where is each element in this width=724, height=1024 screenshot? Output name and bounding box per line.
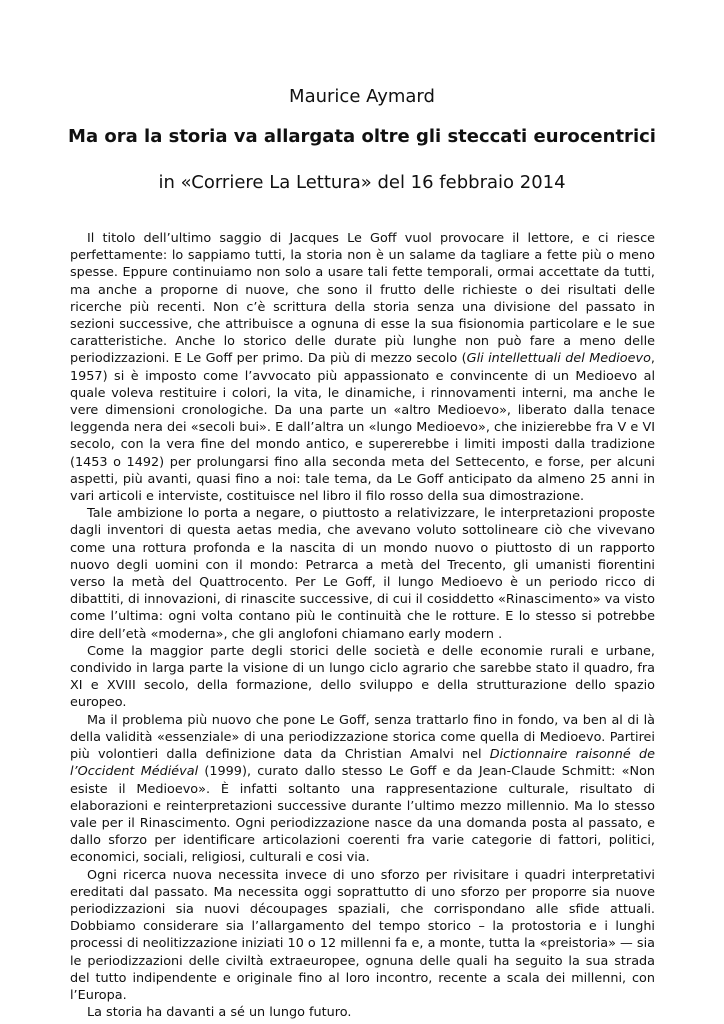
book-title-italic: Gli intellettuali del Medioevo: [466, 351, 651, 367]
paragraph: [70, 643, 655, 712]
text-run: Il titolo dell’ultimo saggio di Jacques Le Goff vuol provocare il lettore, e ci riesce perfettamente: lo sappiamo tutti, la storia non è un salame da tagliare a fette più o meno spesse. Eppure continuiamo non solo a usare tali fette temporali, ormai accettate da tutti, ma anche a proporne di nuove, che sono il frutto delle richieste o dei risultati delle ricerche più recenti. Non c’è scrittura della storia senza una divisione del passato in sezioni successive, che attribuisce a ognuna di esse la sua fisionomia particolare e le sue caratteristiche. Anche lo storico delle durate più lunghe non può fare a meno delle periodizzazioni. E Le Goff per primo. Da più di mezzo secolo (: [70, 231, 655, 367]
paragraph: [70, 867, 655, 1005]
text-run: (1999), curato dallo stesso Le Goff e da Jean-Claude Schmitt: «Non esiste il Medioevo». È infatti soltanto una rappresentazione culturale, risultato di elaborazioni e reinterpretazioni successive durante l’ultimo mezzo millennio. Ma lo stesso vale per il Rinascimento. Ogni periodizzazione nasce da una domanda posta al passato, e dallo sforzo per identificare articolazioni coerenti fra varie categorie di fattori, politici, economici, sociali, religiosi, culturali e cosi via.: [70, 764, 656, 866]
text-run: Tale ambizione lo porta a negare, o piuttosto a relativizzare, le interpretazioni proposte dagli inventori di questa aetas media, che avevano voluto sottolineare ciò che vivevano come una rottura profonda e la nascita di un mondo nuovo o piuttosto di un rapporto nuovo degli uomini con il mondo: Petrarca a metà del Trecento, gli umanisti fiorentini verso la metà del Quattrocento. Per Le Goff, il lungo Medioevo è un periodo ricco di dibattiti, di innovazioni, di rinascite successive, di cui il cosiddetto «Rinascimento» va visto come l’ultima: ogni volta contano più le continuità che le rotture. E lo stesso si potrebbe dire dell’età «moderna», che gli anglofoni chiamano early modern .: [70, 506, 655, 642]
author-name: Maurice Aymard: [289, 86, 435, 107]
paragraph: [70, 1004, 655, 1021]
article-body: [70, 230, 655, 1021]
paragraph: [70, 230, 655, 505]
text-run: Ogni ricerca nuova necessita invece di uno sforzo per rivisitare i quadri interpretativi ereditati dal passato. Ma necessita oggi soprattutto di uno sforzo per proporre sia nuove periodizzazioni sia nuovi découpages spaziali, che corrispondano alle sfide attuali. Dobbiamo considerare sia l’allargamento del tempo storico – la protostoria e i lunghi processi di neolitizzazione iniziati 10 o 12 millenni fa e, a monte, tutta la «preistoria» — sia le periodizzazioni delle civiltà extraeuropee, ognuna delle quali ha seguito la sua strada del tutto indipendente e originale fino al loro incontro, recente a scala dei millenni, con l’Europa.: [70, 867, 655, 1003]
paragraph: [70, 505, 655, 643]
source-citation: in «Corriere La Lettura» del 16 febbraio 2014: [158, 172, 566, 193]
paragraph: [70, 712, 655, 867]
text-run: La storia ha davanti a sé un lungo futuro.: [87, 1005, 352, 1021]
book-title-italic: Dictionnaire raisonné de l’Occident Médiéval: [70, 747, 655, 780]
article-title: Ma ora la storia va allargata oltre gli steccati eurocentrici: [68, 126, 656, 147]
text-run: Come la maggior parte degli storici delle società e delle economie rurali e urbane, condivido in larga parte la visione di un lungo ciclo agrario che sarebbe stato il quadro, fra XI e XVIII secolo, della formazione, dello sviluppo e della strutturazione dello spazio europeo.: [70, 643, 655, 711]
text-run: Ma il problema più nuovo che pone Le Goff, senza trattarlo fino in fondo, va ben al di là della validità «essenziale» di una periodizzazione storica come quella di Medioevo. Partirei più volontieri dalla definizione data da Christian Amalvi nel: [70, 712, 655, 763]
text-run: , 1957) si è imposto come l’avvocato più appassionato e convincente di un Medioevo al quale voleva restituire i colori, la vita, le dinamiche, i rinnovamenti interni, ma anche le vere dimensioni cronologiche. Da una parte un «altro Medioevo», liberato dalla tenace leggenda nera dei «secoli bui». E dall’altra un «lungo Medioevo», che inizierebbe fra V e VI secolo, con la vera fine del mondo antico, e supererebbe i limiti imposti dalla tradizione (1453 o 1492) per prolungarsi fino alla seconda meta del Settecento, e forse, per alcuni aspetti, più avanti, quasi fino a noi: tale tema, da Le Goff anticipato da almeno 25 anni in vari articoli e interviste, costituisce nel libro il filo rosso della sua dimostrazione.: [70, 351, 655, 505]
